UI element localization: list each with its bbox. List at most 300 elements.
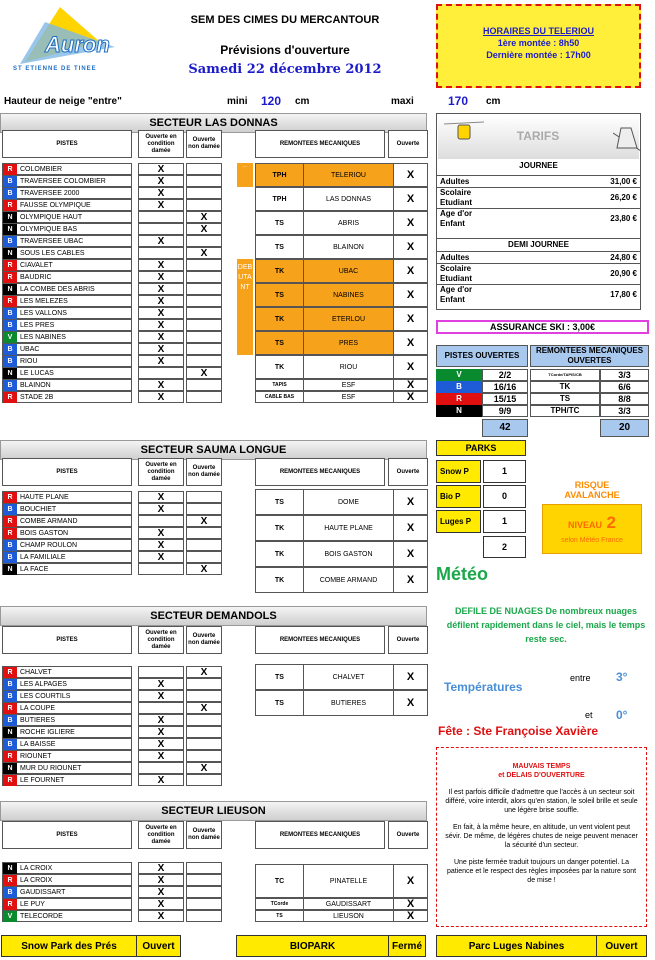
avalanche-title: RISQUE AVALANCHE [564,480,620,500]
park-value: 0 [483,485,526,508]
lift-row [255,379,428,391]
piste-row [2,163,132,175]
avalanche-source: selon Météo France [561,537,623,544]
piste-ungroomed: X [186,702,222,714]
tarif-price: 26,20 € [610,193,637,202]
lift-row [255,664,428,690]
piste-ungroomed [186,910,222,922]
col-header-lift_open: Ouverte [388,458,428,486]
warning-title-2: et DELAIS D'OUVERTURE [498,772,585,779]
difficulty-badge: B [3,679,17,690]
piste-name: RIOUNET [20,752,52,760]
lift-row [255,355,428,379]
logo-text: Auron [45,32,110,57]
piste-name: RIOU [20,357,38,365]
footer-luges [436,935,647,957]
piste-row [2,750,132,762]
piste-name: LE PUY [20,900,45,908]
piste-groomed: X [138,539,184,551]
difficulty-badge: B [3,739,17,750]
lift-open: X [406,379,415,391]
piste-name: LE FOURNET [20,776,65,784]
piste-row [2,391,132,403]
pylon-icon [613,123,643,153]
tarifs-box [436,113,641,310]
summary-lift-count: 8/8 [600,393,649,405]
col-header-notgroomed: Ouverte non damée [186,821,222,849]
tarif-audience: Scolaire Etudiant [440,188,472,207]
piste-row [2,539,132,551]
piste-ungroomed: X [186,666,222,678]
lift-open: X [406,289,415,301]
snow-mini: 120 [261,94,282,108]
difficulty-badge: N [3,763,17,774]
piste-row [2,527,132,539]
piste-ungroomed [186,491,222,503]
piste-name: LES ALPAGES [20,680,67,688]
col-header-notgroomed: Ouverte non damée [186,130,222,158]
lift-open: X [406,391,415,403]
logo-subtitle: ST ETIENNE DE TINEE [13,66,97,72]
summary-pistes-count: 16/16 [482,381,528,393]
difficulty-badge: N [3,863,17,874]
piste-groomed: X [138,738,184,750]
piste-groomed: X [138,862,184,874]
warning-p2: En fait, à la même heure, en altitude, un vent violent peut sévir. De même, de légères chutes de neige peuvent menacer la sécurité d'un secteur. [445,824,638,849]
col-header-pistes: PISTES [2,458,132,486]
assurance-ski: ASSURANCE SKI : 3,00€ [436,320,649,334]
lift-open: X [406,697,415,709]
piste-ungroomed [186,235,222,247]
lift-open: X [406,313,415,325]
piste-groomed [138,666,184,678]
piste-row [2,563,132,575]
piste-name: STADE 2B [20,393,54,401]
difficulty-badge: R [3,528,17,539]
lift-row [255,235,428,259]
difficulty-badge: R [3,667,17,678]
tarif-audience: Adultes [440,252,470,262]
piste-groomed: X [138,295,184,307]
lift-name: NABINES [304,284,394,306]
lift-open: X [406,548,415,560]
lift-open: X [406,671,415,683]
piste-row [2,491,132,503]
lift-name: ESF [304,380,394,390]
difficulty-badge: B [3,887,17,898]
gondola-icon [444,119,484,149]
footer-snowpark-status: Ouvert [142,940,175,952]
col-header-lifts: REMONTEES MECANIQUES [255,130,385,158]
lift-type: TK [256,542,304,566]
lift-name: ESF [304,392,394,402]
lift-name: PINATELLE [304,865,394,897]
piste-ungroomed [186,750,222,762]
piste-row [2,690,132,702]
piste-row [2,503,132,515]
tarifs-title: TARIFS [516,129,560,143]
piste-name: HAUTE PLANE [20,493,69,501]
piste-name: TELECORDE [20,912,63,920]
org-name: SEM DES CIMES DU MERCANTOUR [190,14,380,26]
lift-type: TK [256,308,304,330]
lift-name: CHALVET [304,665,394,689]
lift-open: X [406,910,415,922]
piste-row [2,199,132,211]
footer-luges-status: Ouvert [605,940,638,952]
teleriou-hours-box [436,4,641,88]
fete: Fête : Ste Françoise Xavière [438,724,599,738]
parks-box [436,440,526,560]
piste-ungroomed [186,738,222,750]
piste-name: MUR DU RIOUNET [20,764,82,772]
piste-groomed [138,211,184,223]
difficulty-badge: R [3,516,17,527]
piste-groomed: X [138,163,184,175]
piste-name: COLOMBIER [20,165,63,173]
piste-groomed [138,762,184,774]
park-value: 1 [483,460,526,483]
lift-name: ETERLOU [304,308,394,330]
snow-maxi-label: maxi [391,96,414,107]
lift-open: X [406,496,415,508]
lift-name: PRES [304,332,394,354]
lift-type: TK [256,568,304,592]
tarifs-journee: JOURNEE [519,161,558,170]
piste-name: CHAMP ROULON [20,541,78,549]
piste-groomed: X [138,750,184,762]
lift-row [255,567,428,593]
piste-row [2,666,132,678]
lift-type: TS [256,665,304,689]
difficulty-badge: B [3,380,17,391]
snow-label: Hauteur de neige "entre" [4,96,122,107]
piste-row [2,331,132,343]
piste-row [2,307,132,319]
piste-row [2,319,132,331]
avalanche-box [538,480,646,560]
footer-luges-name: Parc Luges Nabines [437,936,597,956]
piste-groomed: X [138,175,184,187]
piste-row [2,774,132,786]
piste-ungroomed [186,379,222,391]
summary-level: N [436,405,482,417]
piste-groomed: X [138,774,184,786]
parks-total: 2 [483,536,526,558]
difficulty-badge: N [3,248,17,259]
summary-level: B [436,381,482,393]
lift-row [255,898,428,910]
piste-name: LES NABINES [20,333,66,341]
lift-open: X [406,265,415,277]
lift-type: TAPIS [256,380,304,390]
piste-row [2,874,132,886]
difficulty-badge: N [3,212,17,223]
col-header-lift_open: Ouverte [388,821,428,849]
lift-row [255,690,428,716]
piste-groomed: X [138,678,184,690]
lift-row [255,259,428,283]
piste-ungroomed: X [186,563,222,575]
piste-row [2,515,132,527]
piste-name: CIAVALET [20,261,53,269]
tarifs-demi: DEMI JOURNEE [437,238,640,249]
piste-ungroomed [186,163,222,175]
lift-row [255,283,428,307]
piste-row [2,762,132,774]
piste-groomed: X [138,283,184,295]
snow-mini-label: mini [227,96,248,107]
park-name: Luges P [436,510,481,533]
tarif-row [437,263,640,284]
page-title: Prévisions d'ouverture [220,43,350,57]
piste-ungroomed [186,503,222,515]
piste-ungroomed: X [186,762,222,774]
col-header-lift_open: Ouverte [388,626,428,654]
difficulty-badge: R [3,703,17,714]
footer-snowpark-name: Snow Park des Prés [2,936,137,956]
open-summary [436,345,649,437]
difficulty-badge: R [3,200,17,211]
lift-type: TS [256,332,304,354]
piste-row [2,379,132,391]
col-header-open: Ouverte en condition damée [138,626,184,654]
piste-name: OLYMPIQUE HAUT [20,213,83,221]
teleriou-marker: ... [237,163,253,187]
lift-open: X [406,193,415,205]
piste-ungroomed: X [186,515,222,527]
lift-type: TPH [256,164,304,186]
auron-logo [5,2,135,77]
warning-box [436,747,647,927]
park-name: Bio P [436,485,481,508]
lift-name: LAS DONNAS [304,188,394,210]
temp-entre: entre [570,673,591,683]
piste-ungroomed [186,295,222,307]
piste-name: LA CROIX [20,864,53,872]
summary-pistes-count: 15/15 [482,393,528,405]
difficulty-badge: N [3,727,17,738]
lift-open: X [406,241,415,253]
piste-name: LA CROIX [20,876,53,884]
piste-name: LES COURTILS [20,692,71,700]
piste-ungroomed [186,187,222,199]
summary-level: V [436,369,482,381]
col-header-lifts: REMONTEES MECANIQUES [255,626,385,654]
difficulty-badge: R [3,296,17,307]
difficulty-badge: B [3,552,17,563]
summary-lifts-head: REMONTEES MECANIQUES OUVERTES [530,345,649,367]
piste-name: UBAC [20,345,40,353]
piste-groomed: X [138,235,184,247]
lift-type: TS [256,284,304,306]
piste-name: BOIS GASTON [20,529,69,537]
piste-row [2,259,132,271]
piste-ungroomed: X [186,367,222,379]
piste-groomed: X [138,491,184,503]
piste-ungroomed [186,175,222,187]
summary-lift-count: 3/3 [600,369,649,381]
lift-row [255,910,428,922]
difficulty-badge: B [3,320,17,331]
piste-row [2,702,132,714]
lift-name: ABRIS [304,212,394,234]
piste-row [2,223,132,235]
piste-name: FAUSSE OLYMPIQUE [20,201,91,209]
piste-groomed [138,563,184,575]
difficulty-badge: V [3,911,17,922]
piste-row [2,726,132,738]
warning-p1: Il est parfois difficile d'admettre que l'accès à un secteur soit différé, voire interdit, alors qu'en station, le soleil brille et seule une légère brise souffle. [445,789,638,814]
difficulty-badge: R [3,272,17,283]
lift-open: X [406,169,415,181]
piste-name: BUTIERES [20,716,56,724]
piste-row [2,283,132,295]
lift-name: BLAINON [304,236,394,258]
piste-groomed [138,247,184,259]
piste-name: CHALVET [20,668,52,676]
tarif-price: 31,00 € [610,176,637,186]
summary-lift-type: TPH/TC [530,405,600,417]
piste-row [2,678,132,690]
difficulty-badge: B [3,356,17,367]
snow-maxi: 170 [448,94,469,108]
difficulty-badge: N [3,224,17,235]
meteo-text: DEFILE DE NUAGES De nombreux nuages défilent rapidement dans le ciel, mais le temps reste sec. [446,606,646,644]
piste-ungroomed [186,539,222,551]
tarif-price: 20,90 € [610,269,637,278]
piste-row [2,862,132,874]
tarif-price: 17,80 € [610,290,637,299]
piste-ungroomed [186,886,222,898]
meteo-title: Météo [436,564,489,584]
summary-pistes-count: 9/9 [482,405,528,417]
piste-name: LES MELEZES [20,297,68,305]
piste-groomed: X [138,898,184,910]
temp-et: et [585,710,593,720]
difficulty-badge: B [3,176,17,187]
piste-groomed: X [138,527,184,539]
debutant-label: DEBUTANT [237,259,253,355]
lift-open: X [406,574,415,586]
temp-max: 3° [616,670,628,684]
piste-row [2,367,132,379]
piste-groomed [138,223,184,235]
piste-ungroomed [186,271,222,283]
piste-row [2,295,132,307]
lift-name: RIOU [304,356,394,378]
piste-row [2,211,132,223]
temp-min: 0° [616,708,628,722]
piste-groomed: X [138,199,184,211]
difficulty-badge: R [3,875,17,886]
col-header-pistes: PISTES [2,626,132,654]
piste-ungroomed [186,355,222,367]
snow-unit-2: cm [486,96,501,107]
col-header-lifts: REMONTEES MECANIQUES [255,458,385,486]
tarifs-journee-list [437,175,640,229]
piste-groomed: X [138,910,184,922]
avalanche-niveau-label: NIVEAU [568,520,603,530]
piste-row [2,247,132,259]
lift-type: TS [256,490,304,514]
lift-row [255,163,428,187]
sector-header: SECTEUR LIEUSON [0,801,427,821]
lift-name: LIEUSON [304,911,394,921]
lift-name: GAUDISSART [304,899,394,909]
col-header-open: Ouverte en condition damée [138,130,184,158]
piste-groomed: X [138,690,184,702]
piste-ungroomed [186,331,222,343]
piste-name: LE LUCAS [20,369,54,377]
difficulty-badge: V [3,332,17,343]
piste-groomed [138,702,184,714]
piste-ungroomed [186,319,222,331]
lift-row [255,307,428,331]
summary-lift-type: TK [530,381,600,393]
lift-open: X [406,522,415,534]
lift-name: COMBE ARMAND [304,568,394,592]
piste-ungroomed [186,527,222,539]
lift-type: TC [256,865,304,897]
lift-name: BUTIERES [304,691,394,715]
lift-name: UBAC [304,260,394,282]
temp-label: Températures [444,680,523,694]
piste-name: LA FAMILIALE [20,553,66,561]
piste-ungroomed [186,259,222,271]
piste-row [2,886,132,898]
difficulty-badge: B [3,715,17,726]
piste-row [2,714,132,726]
difficulty-badge: B [3,308,17,319]
piste-name: LA COMBE DES ABRIS [20,285,95,293]
piste-ungroomed [186,774,222,786]
piste-groomed [138,515,184,527]
lift-type: TS [256,212,304,234]
tarif-audience: Scolaire Etudiant [440,264,472,283]
difficulty-badge: R [3,751,17,762]
piste-row [2,551,132,563]
piste-ungroomed [186,391,222,403]
piste-groomed: X [138,551,184,563]
snow-unit-1: cm [295,96,310,107]
avalanche-niveau: 2 [606,513,616,532]
tarifs-demi-list [437,251,640,305]
difficulty-badge: B [3,691,17,702]
difficulty-badge: R [3,492,17,503]
lift-type: TK [256,516,304,540]
summary-total-pistes: 42 [482,419,528,437]
difficulty-badge: R [3,392,17,403]
tarif-row [437,175,640,187]
piste-ungroomed [186,726,222,738]
difficulty-badge: B [3,540,17,551]
lift-type: TCorde [256,899,304,909]
sector-header: SECTEUR LAS DONNAS [0,113,427,133]
difficulty-badge: R [3,775,17,786]
piste-name: LA BAISSE [20,740,56,748]
lift-type: TPH [256,188,304,210]
lift-type: TS [256,236,304,258]
lift-open: X [406,898,415,910]
piste-row [2,175,132,187]
piste-name: ROCHE IGLIERE [20,728,75,736]
summary-lift-count: 6/6 [600,381,649,393]
piste-row [2,910,132,922]
piste-groomed: X [138,307,184,319]
piste-row [2,343,132,355]
piste-name: TRAVERSEE 2000 [20,189,80,197]
